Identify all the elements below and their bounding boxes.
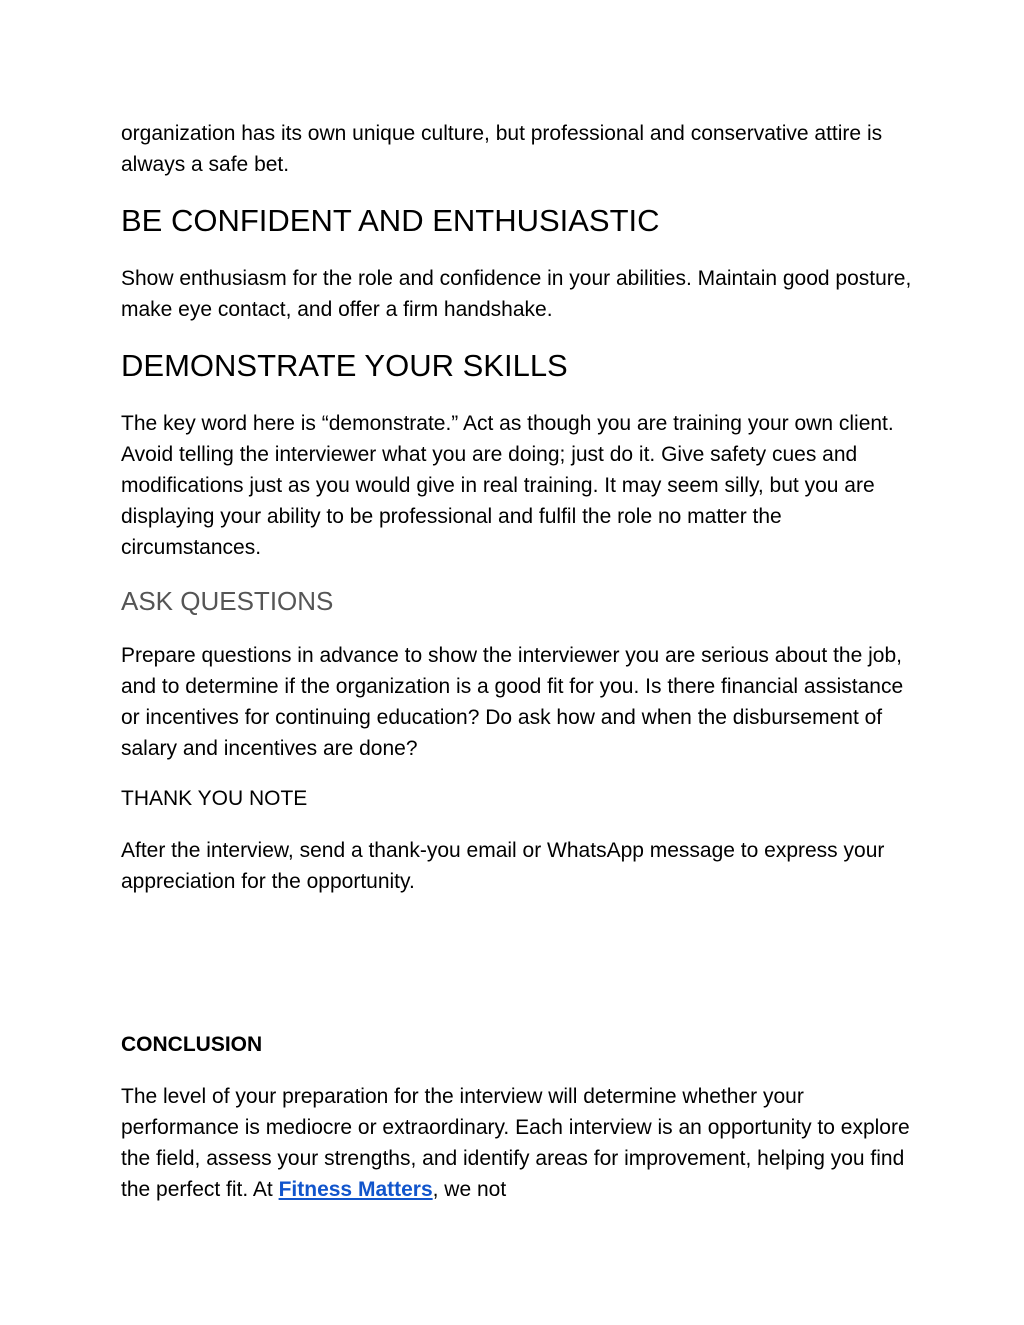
intro-paragraph: organization has its own unique culture, but professional and conservative attire is always a safe bet. — [121, 122, 883, 176]
heading-thank-you-note: THANK YOU NOTE — [121, 787, 308, 810]
paragraph-conclusion — [121, 1081, 921, 1205]
conclusion-text-after-link: , we not — [432, 1178, 507, 1201]
paragraph-be-confident: Show enthusiasm for the role and confidence in your abilities. Maintain good posture, make eye contact, and offer a firm handshake. — [121, 267, 912, 321]
heading-be-confident: BE CONFIDENT AND ENTHUSIASTIC — [121, 203, 660, 238]
heading-ask-questions: ASK QUESTIONS — [121, 586, 334, 616]
heading-conclusion: CONCLUSION — [121, 1033, 263, 1056]
fitness-matters-link[interactable]: Fitness Matters — [278, 1178, 433, 1201]
conclusion-text-before-link: The level of your preparation for the interview will determine whether your performance is mediocre or extraordinary. Each interview is an opportunity to explore the field, assess your strengths, and identify areas for improvement, helping you find the perfect fit. At — [121, 1085, 910, 1201]
heading-demonstrate-skills: DEMONSTRATE YOUR SKILLS — [121, 348, 568, 383]
paragraph-ask-questions: Prepare questions in advance to show the interviewer you are serious about the job, and to determine if the organization is a good fit for you. Is there financial assistance or incentives for continuing education? Do ask how and when the disbursement of salary and incentives are done? — [121, 644, 904, 760]
paragraph-demonstrate-skills: The key word here is “demonstrate.” Act as though you are training your own client. Avoid telling the interviewer what you are doing; just do it. Give safety cues and modifications just as you would give in real training. It may seem silly, but you are displaying your ability to be professional and fulfil the role no matter the circumstances. — [121, 412, 894, 559]
paragraph-thank-you-note: After the interview, send a thank-you email or WhatsApp message to express your appreciation for the opportunity. — [121, 839, 885, 893]
